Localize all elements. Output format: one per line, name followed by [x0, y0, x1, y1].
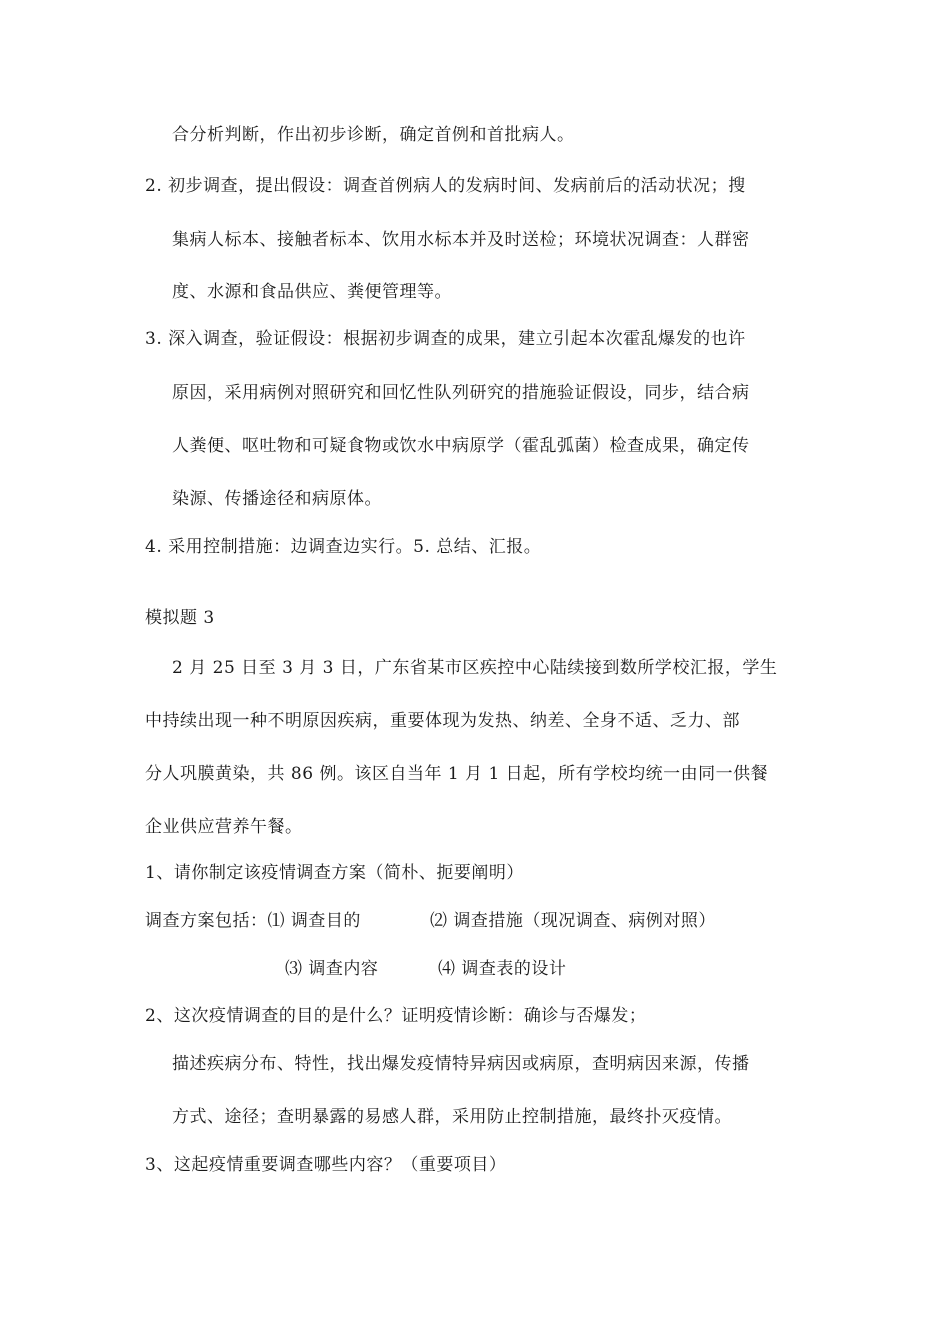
list-item-3-line-4: 染源、传播途径和病原体。: [172, 489, 382, 509]
question-1: 1、请你制定该疫情调查方案（简朴、扼要阐明）: [145, 863, 524, 883]
list-item-2-line-2: 集病人标本、接触者标本、饮用水标本并及时送检；环境状况调查：人群密: [172, 230, 750, 250]
continuation-line: 合分析判断，作出初步诊断，确定首例和首批病人。: [172, 125, 575, 145]
list-item-3-line-2: 原因，采用病例对照研究和回忆性队列研究的措施验证假设，同步，结合病: [172, 383, 750, 403]
plan-item-2: ⑵ 调查措施（现况调查、病例对照）: [430, 911, 716, 931]
answer-2-line-1: 描述疾病分布、特性，找出爆发疫情特异病因或病原，查明病因来源，传播: [172, 1054, 750, 1074]
scenario-line-2: 中持续出现一种不明原因疾病，重要体现为发热、纳差、全身不适、乏力、部: [145, 711, 740, 731]
list-item-3-line-3: 人粪便、呕吐物和可疑食物或饮水中病原学（霍乱弧菌）检查成果，确定传: [172, 436, 750, 456]
scenario-line-3: 分人巩膜黄染，共 86 例。该区自当年 1 月 1 日起，所有学校均统一由同一供餐: [145, 764, 769, 784]
list-item-2-line-3: 度、水源和食品供应、粪便管理等。: [172, 282, 452, 302]
list-item-4: 4. 采用控制措施：边调查边实行。5. 总结、汇报。: [145, 537, 542, 557]
scenario-line-4: 企业供应营养午餐。: [145, 817, 303, 837]
plan-item-1: 调查方案包括：⑴ 调查目的: [145, 911, 361, 931]
plan-item-3: ⑶ 调查内容: [285, 959, 379, 979]
question-3: 3、这起疫情重要调查哪些内容？（重要项目）: [145, 1155, 507, 1175]
answer-2-line-2: 方式、途径；查明暴露的易感人群，采用防止控制措施，最终扑灭疫情。: [172, 1107, 732, 1127]
list-item-3-line-1: 3. 深入调查，验证假设：根据初步调查的成果，建立引起本次霍乱爆发的也许: [145, 329, 746, 349]
plan-item-4: ⑷ 调查表的设计: [438, 959, 567, 979]
scenario-line-1: 2 月 25 日至 3 月 3 日，广东省某市区疾控中心陆续接到数所学校汇报，学生: [172, 658, 778, 678]
list-item-2-line-1: 2. 初步调查，提出假设：调查首例病人的发病时间、发病前后的活动状况；搜: [145, 176, 746, 196]
question-2: 2、这次疫情调查的目的是什么？证明疫情诊断：确诊与否爆发；: [145, 1006, 647, 1026]
section-heading: 模拟题 3: [145, 608, 215, 628]
